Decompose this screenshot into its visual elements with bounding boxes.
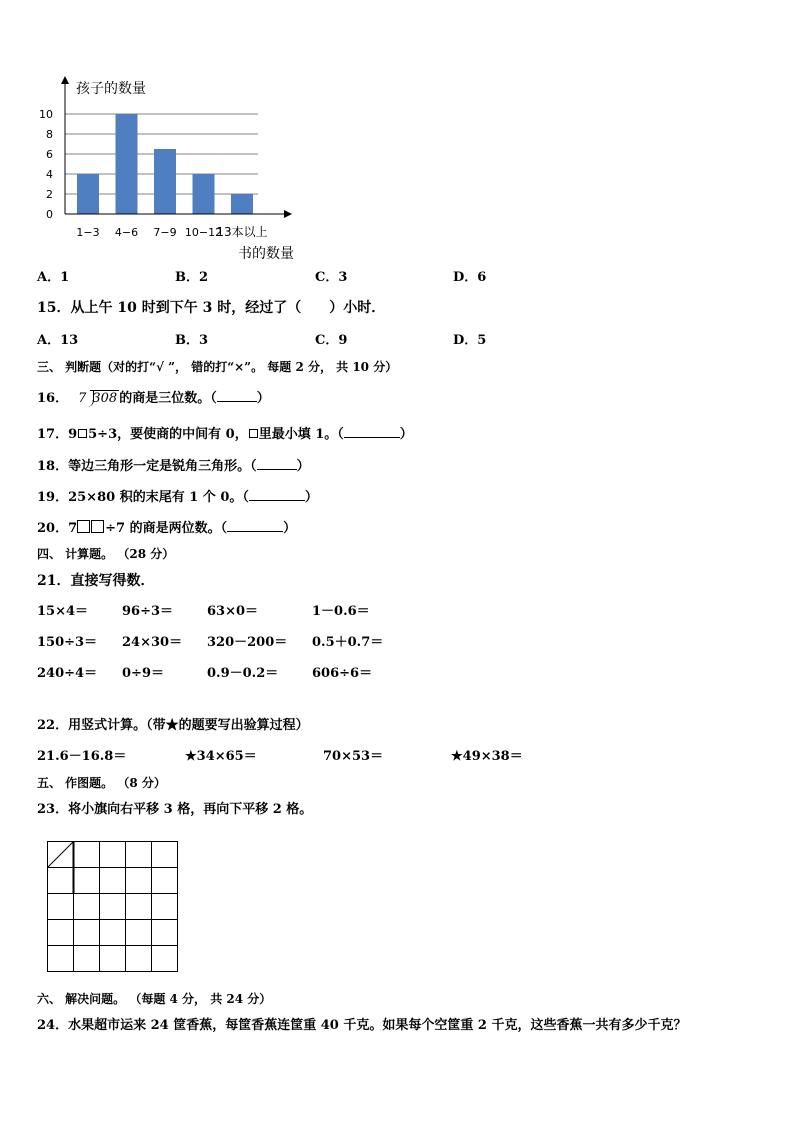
q23-grid-with-flag — [44, 838, 184, 978]
q21-expression: 96÷3＝ — [122, 604, 174, 619]
section5-title: 五、 作图题。 （8 分） — [37, 776, 166, 790]
section4-title: 四、 计算题。 （28 分） — [37, 547, 175, 561]
q21-expression: 0.5＋0.7＝ — [312, 635, 384, 650]
q17-post: 5÷3，要使商的中间有 0， — [88, 427, 248, 442]
q17 — [37, 426, 413, 443]
q16 — [37, 390, 270, 407]
q15-option-b: B．3 — [175, 333, 209, 348]
q16-close: ） — [256, 391, 270, 406]
q14-option-d: D．6 — [453, 270, 487, 285]
chart-y-axis-label: 孩子的数量 — [76, 81, 146, 97]
chart-x-tick-label: 7−9 — [153, 226, 177, 239]
q19-answer-blank[interactable] — [249, 489, 305, 501]
q21-expression: 606÷6＝ — [312, 666, 373, 681]
q14-option-c: C．3 — [315, 270, 348, 285]
q16-divisor: 7 — [78, 391, 87, 406]
q20-pre: 20．7 — [37, 521, 78, 536]
chart-x-tick-label: 4−6 — [114, 226, 139, 239]
chart-bar — [116, 114, 138, 214]
q22-item-3: 70×53＝ — [323, 749, 384, 764]
bar-chart — [0, 70, 320, 270]
chart-y-tick-label: 4 — [46, 168, 53, 181]
q20-answer-blank[interactable] — [227, 520, 283, 532]
q19 — [37, 489, 318, 506]
q21-expression: 0.9－0.2＝ — [207, 666, 279, 681]
q22-item-1: 21.6－16.8＝ — [37, 749, 127, 764]
chart-y-tick-labels — [39, 108, 53, 221]
q21-expression: 0÷9＝ — [122, 666, 164, 681]
chart-y-tick-label: 10 — [39, 108, 53, 121]
chart-y-tick-label: 2 — [46, 188, 53, 201]
q15-option-d: D．5 — [453, 333, 487, 348]
q20 — [37, 520, 296, 537]
chart-x-tick-label: 13本以上 — [216, 225, 268, 239]
chart-bar — [154, 149, 176, 214]
chart-y-tick-label: 6 — [46, 148, 53, 161]
section6-title: 六、 解决问题。 （每题 4 分， 共 24 分） — [37, 992, 272, 1006]
q14-option-b: B．2 — [175, 270, 209, 285]
chart-bar — [231, 194, 253, 214]
q20-close: ） — [283, 521, 297, 536]
section3-title: 三、 判断题（对的打“√ ”， 错的打“×”。 每题 2 分， 共 10 分） — [37, 360, 398, 374]
q21-expression: 15×4＝ — [37, 604, 89, 619]
chart-y-tick-label: 0 — [46, 208, 53, 221]
q17-digit-box — [78, 429, 87, 438]
q16-dividend: 308 — [92, 391, 118, 406]
q15-option-c: C．9 — [315, 333, 348, 348]
q16-number: 16． — [37, 391, 69, 406]
q19-text: 19．25×80 积的末尾有 1 个 0。（ — [37, 490, 249, 505]
q20-post: ÷7 的商是两位数。（ — [105, 521, 228, 536]
q15-text: 15．从上午 10 时到下午 3 时，经过了（ ）小时． — [37, 300, 386, 316]
q18-text: 18．等边三角形一定是锐角三角形。（ — [37, 459, 257, 474]
q16-answer-blank[interactable] — [217, 390, 257, 402]
q14-option-a: A．1 — [37, 270, 70, 285]
chart-bar — [77, 174, 99, 214]
chart-y-tick-label: 8 — [46, 128, 53, 141]
chart-x-axis-label: 书的数量 — [238, 246, 294, 262]
q21-expression: 63×0＝ — [207, 604, 259, 619]
q17-digit-box-ref — [249, 429, 258, 438]
q22-item-2: ★34×65＝ — [185, 749, 257, 764]
q17-pre: 17．9 — [37, 427, 78, 442]
q18-close: ） — [296, 459, 310, 474]
chart-bar — [193, 174, 215, 214]
q17-post2: 里最小填 1。（ — [258, 427, 344, 442]
q18 — [37, 458, 310, 475]
q19-close: ） — [304, 490, 318, 505]
q21-expression: 24×30＝ — [122, 635, 183, 650]
q20-digit-box-1 — [77, 520, 90, 533]
q18-answer-blank[interactable] — [257, 458, 297, 470]
q17-close: ） — [399, 427, 413, 442]
q23-text: 23．将小旗向右平移 3 格，再向下平移 2 格。 — [37, 802, 313, 817]
q16-text: 的商是三位数。（ — [119, 391, 217, 406]
grid-lines — [48, 842, 178, 972]
q16-long-division-sign — [90, 390, 119, 406]
q20-digit-box-2 — [91, 520, 104, 533]
q17-answer-blank[interactable] — [344, 426, 400, 438]
q21-title: 21．直接写得数． — [37, 573, 155, 589]
q21-expression: 320－200＝ — [207, 635, 288, 650]
chart-x-tick-label: 1−3 — [76, 226, 100, 239]
q15-option-a: A．13 — [37, 333, 79, 348]
q21-expression: 240÷4＝ — [37, 666, 98, 681]
q21-expression: 150÷3＝ — [37, 635, 98, 650]
chart-x-tick-labels — [76, 224, 267, 239]
q21-expression: 1－0.6＝ — [312, 604, 370, 619]
chart-bars — [77, 114, 253, 214]
q24-text: 24．水果超市运来 24 筐香蕉，每筐香蕉连筐重 40 千克。如果每个空筐重 2 千克，这些香蕉一共有多少千克？ — [37, 1018, 687, 1033]
chart-x-tick-label: 10−12 — [184, 226, 223, 239]
q22-title: 22．用竖式计算。（带★的题要写出验算过程） — [37, 718, 309, 733]
q22-item-4: ★49×38＝ — [451, 749, 523, 764]
